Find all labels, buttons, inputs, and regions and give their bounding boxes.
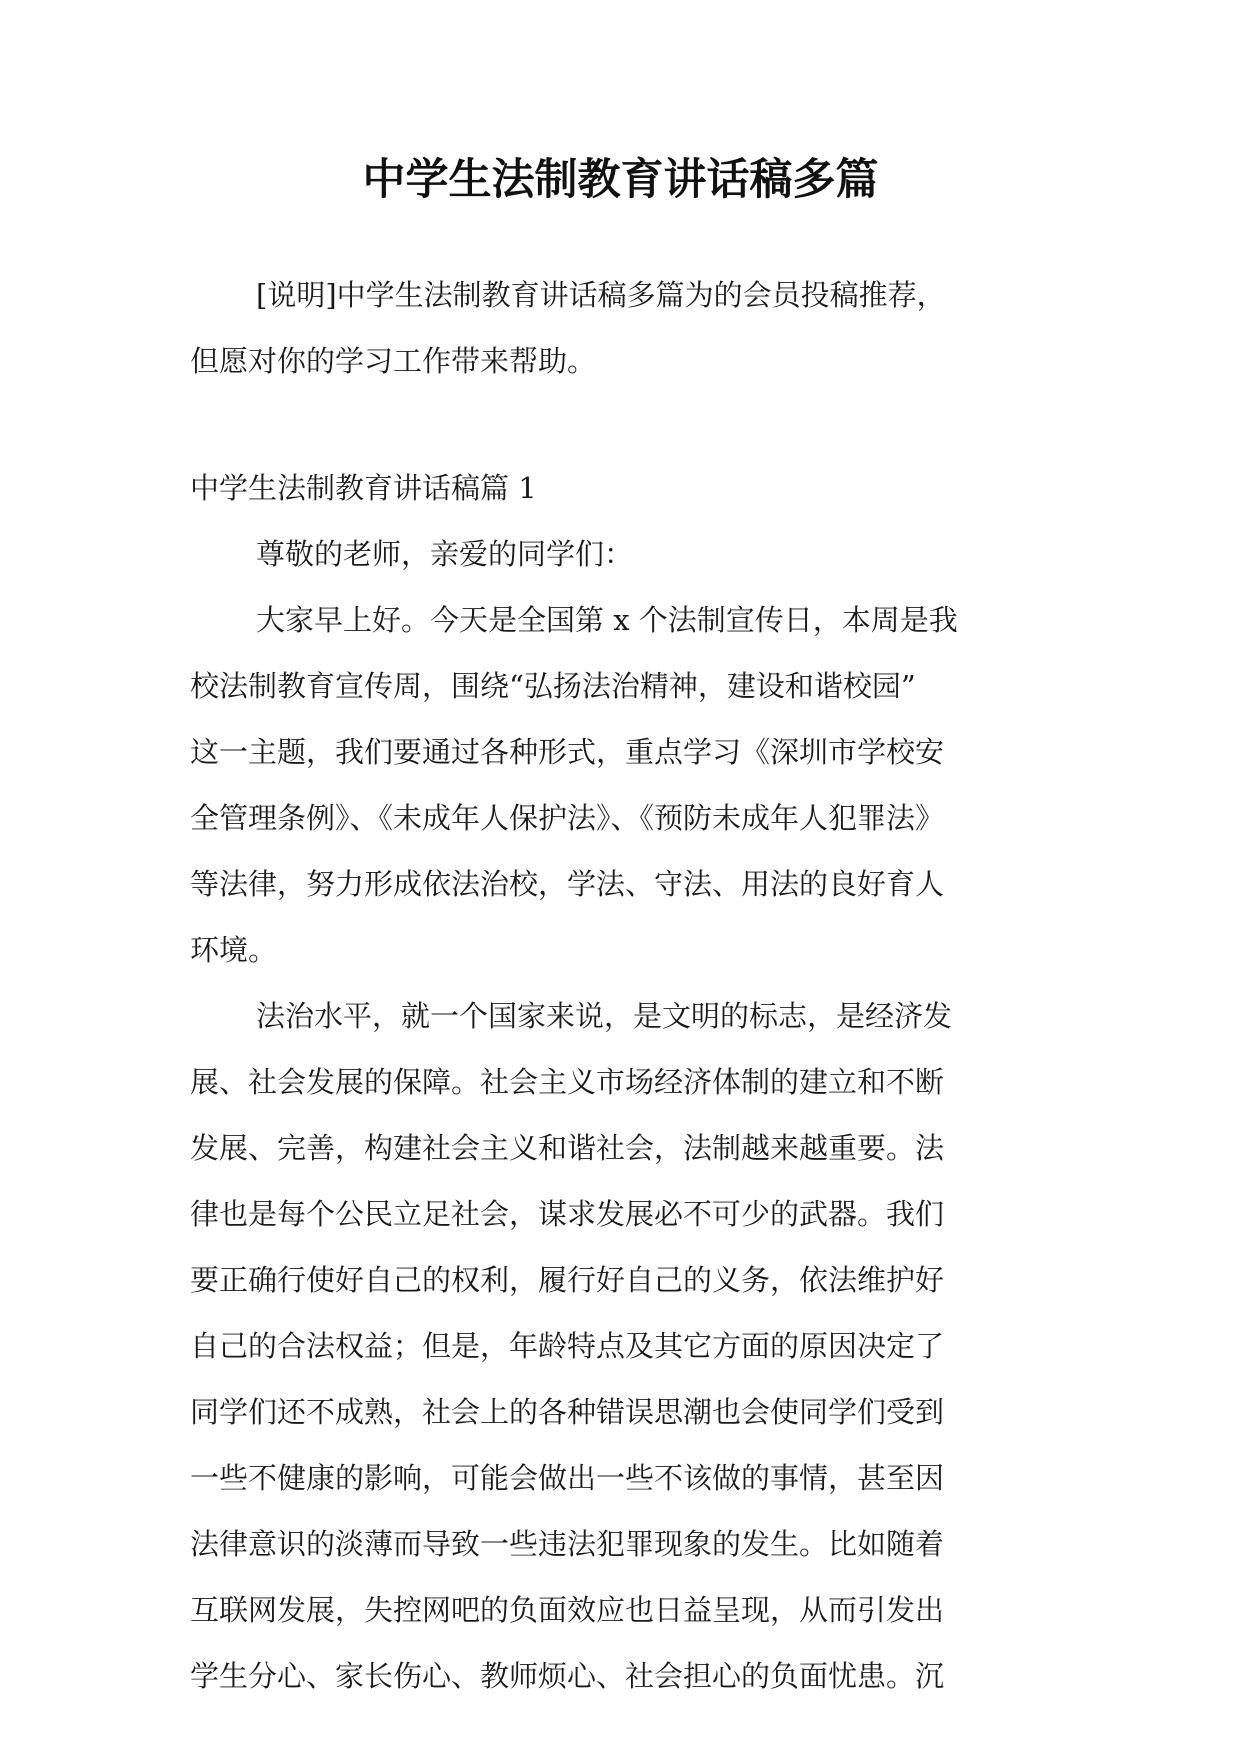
- paragraph-line: 全管理条例》、《未成年人保护法》、《预防未成年人犯罪法》: [190, 801, 945, 835]
- paragraph-line: 环境。: [190, 933, 278, 967]
- greeting: 尊敬的老师，亲爱的同学们：: [256, 537, 634, 571]
- section-heading: 中学生法制教育讲话稿篇 1: [190, 471, 537, 505]
- paragraph-line: 法治水平，就一个国家来说，是文明的标志，是经济发: [256, 999, 953, 1033]
- paragraph-line: 这一主题，我们要通过各种形式，重点学习《深圳市学校安: [190, 735, 945, 769]
- intro-line: 但愿对你的学习工作带来帮助。: [190, 344, 597, 378]
- paragraph-2: [190, 983, 1060, 1709]
- speech-section: [190, 455, 1060, 1709]
- paragraph-line: 校法制教育宣传周，围绕“弘扬法治精神，建设和谐校园”: [190, 669, 916, 703]
- paragraph-line: 学生分心、家长伤心、教师烦心、社会担心的负面忧患。沉: [190, 1659, 945, 1693]
- paragraph-1: [190, 587, 1060, 983]
- paragraph-line: 同学们还不成熟，社会上的各种错误思潮也会使同学们受到: [190, 1395, 945, 1429]
- paragraph-line: 等法律，努力形成依法治校，学法、守法、用法的良好育人: [190, 867, 945, 901]
- paragraph-line: 要正确行使好自己的权利，履行好自己的义务，依法维护好: [190, 1263, 945, 1297]
- paragraph-line: 互联网发展，失控网吧的负面效应也日益呈现，从而引发出: [190, 1593, 945, 1627]
- document-title: 中学生法制教育讲话稿多篇: [362, 155, 879, 205]
- paragraph-line: 大家早上好。今天是全国第 x 个法制宣传日，本周是我: [256, 603, 958, 637]
- paragraph-line: 一些不健康的影响，可能会做出一些不该做的事情，甚至因: [190, 1461, 945, 1495]
- paragraph-line: 法律意识的淡薄而导致一些违法犯罪现象的发生。比如随着: [190, 1527, 945, 1561]
- intro-note: [190, 262, 1060, 394]
- paragraph-line: 发展、完善，构建社会主义和谐社会，法制越来越重要。法: [190, 1131, 945, 1165]
- intro-line: [说明]中学生法制教育讲话稿多篇为的会员投稿推荐，: [256, 278, 946, 312]
- paragraph-line: 自己的合法权益；但是，年龄特点及其它方面的原因决定了: [190, 1329, 945, 1363]
- paragraph-line: 展、社会发展的保障。社会主义市场经济体制的建立和不断: [190, 1065, 945, 1099]
- paragraph-line: 律也是每个公民立足社会，谋求发展必不可少的武器。我们: [190, 1197, 945, 1231]
